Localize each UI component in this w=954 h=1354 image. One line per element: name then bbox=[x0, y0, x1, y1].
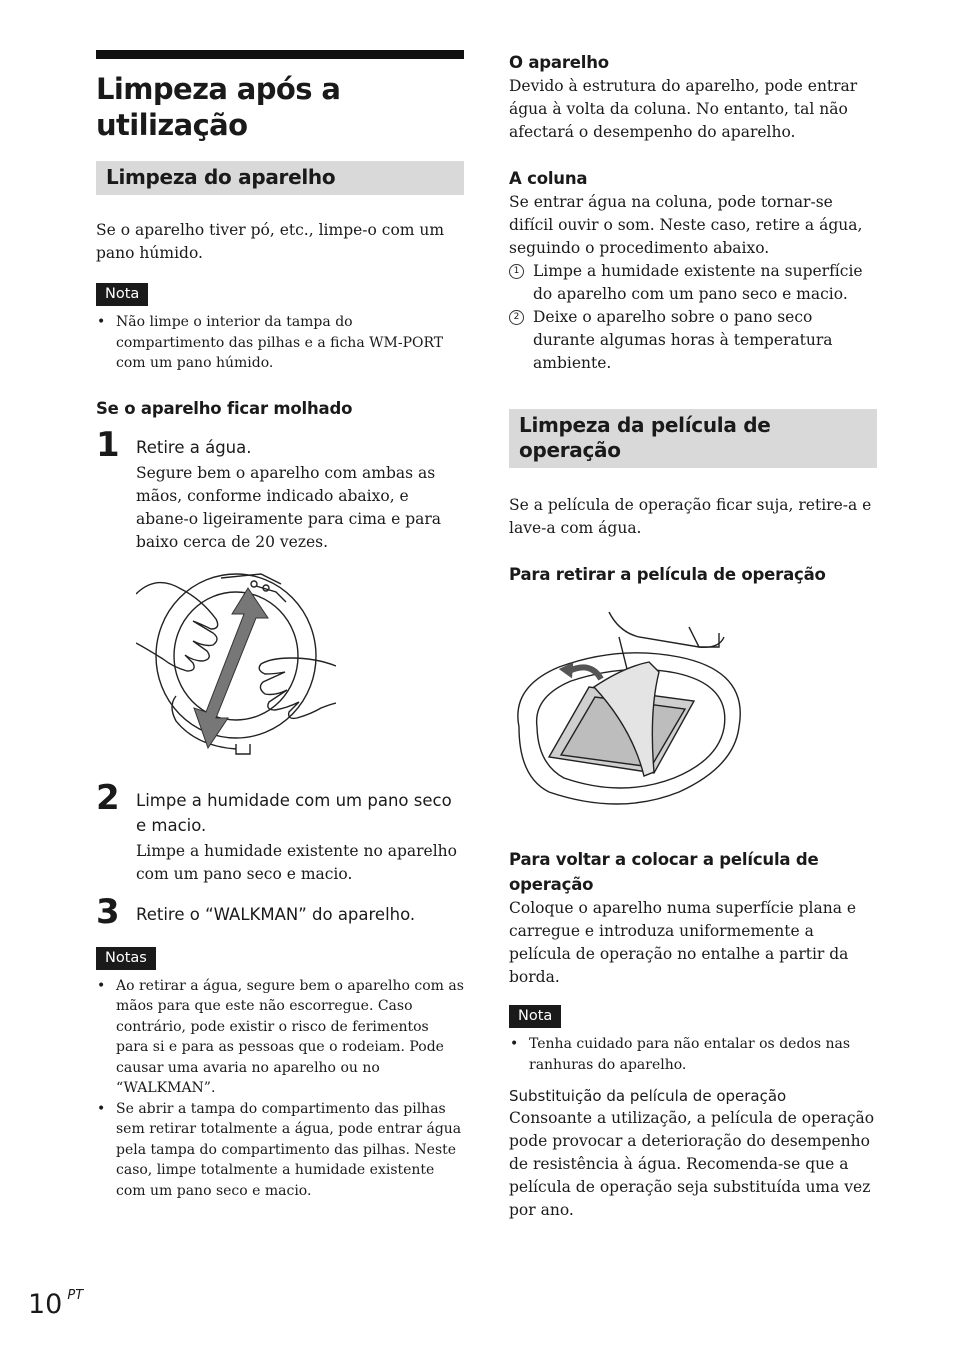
shake-illustration bbox=[136, 566, 464, 756]
device-text: Devido à estrutura do aparelho, pode entrar água à volta da coluna. No entanto, tal não afectará o desempenho do aparelho. bbox=[509, 77, 858, 141]
speaker-heading: A coluna bbox=[509, 169, 588, 188]
note-item: • Se abrir a tampa do compartimento das pilhas sem retirar totalmente a água, pode entrar água pela tampa do compartimento das pilhas. Neste caso, limpe totalmente a humidade existente com um pano seco e macio. bbox=[96, 1099, 464, 1202]
speaker-step: 2 Deixe o aparelho sobre o pano seco durante algumas horas à temperatura ambiente. bbox=[509, 306, 877, 375]
step-number: 1 bbox=[96, 424, 120, 465]
device-heading: O aparelho bbox=[509, 53, 609, 72]
step-1 bbox=[96, 424, 464, 554]
notes-list bbox=[96, 976, 464, 1202]
note-item: • Tenha cuidado para não entalar os dedos nas ranhuras do aparelho. bbox=[509, 1034, 877, 1075]
step-title: Retire o “WALKMAN” do aparelho. bbox=[136, 904, 416, 924]
section-heading-cleaning-device: Limpeza do aparelho bbox=[96, 161, 464, 195]
circled-number: 1 bbox=[509, 264, 524, 279]
left-column bbox=[96, 50, 464, 1201]
replacement-heading: Substituição da película de operação bbox=[509, 1087, 787, 1105]
step-number: 2 bbox=[96, 777, 120, 818]
cleaning-intro: Se o aparelho tiver pó, etc., limpe-o com um pano húmido. bbox=[96, 221, 445, 262]
reattach-film-text: Coloque o aparelho numa superfície plana e carregue e introduza uniformemente a película de operação no entalhe a partir da borda. bbox=[509, 899, 857, 986]
page-title: Limpeza após a utilização bbox=[96, 72, 341, 142]
speaker-text: Se entrar água na coluna, pode tornar-se difícil ouvir o som. Neste caso, retire a água, seguindo o procedimento abaixo. bbox=[509, 193, 863, 257]
page-number: 10 $^{PT}$ bbox=[28, 1288, 84, 1320]
film-removal-illustration bbox=[509, 607, 877, 817]
section-heading-film: Limpeza da película de operação bbox=[509, 409, 877, 468]
notes-label: Notas bbox=[96, 947, 156, 970]
step-number: 3 bbox=[96, 891, 120, 932]
step-3 bbox=[96, 891, 464, 932]
right-column bbox=[509, 50, 877, 1222]
language-code: PT bbox=[67, 1288, 84, 1303]
note-list bbox=[509, 1034, 877, 1075]
speaker-steps bbox=[509, 260, 877, 375]
speaker-step: 1 Limpe a humidade existente na superfície do aparelho com um pano seco e macio. bbox=[509, 260, 877, 306]
notes-block bbox=[96, 947, 464, 1202]
note-block bbox=[96, 283, 464, 374]
title-rule bbox=[96, 50, 464, 59]
step-description: Segure bem o aparelho com ambas as mãos, conforme indicado abaixo, e abane-o ligeiramente para cima e para baixo cerca de 20 vezes. bbox=[136, 463, 442, 551]
note-list bbox=[96, 312, 464, 374]
remove-film-heading: Para retirar a película de operação bbox=[509, 565, 826, 584]
note-item: • Não limpe o interior da tampa do compartimento das pilhas e a ficha WM-PORT com um pano húmido. bbox=[96, 312, 464, 374]
wet-heading: Se o aparelho ficar molhado bbox=[96, 398, 353, 418]
step-description: Limpe a humidade existente no aparelho com um pano seco e macio. bbox=[136, 841, 457, 883]
circled-number: 2 bbox=[509, 310, 524, 325]
film-intro: Se a película de operação ficar suja, retire-a e lave-a com água. bbox=[509, 496, 872, 537]
step-title: Retire a água. bbox=[136, 437, 252, 457]
note-label: Nota bbox=[96, 283, 148, 306]
reattach-film-heading: Para voltar a colocar a película de operação bbox=[509, 850, 819, 894]
step-2 bbox=[96, 777, 464, 886]
replacement-text: Consoante a utilização, a película de operação pode provocar a deterioração do desempenho de resistência à água. Recomenda-se que a película de operação seja substituída uma vez por ano. bbox=[509, 1109, 875, 1219]
step-title: Limpe a humidade com um pano seco e macio. bbox=[136, 790, 452, 835]
note-block-right bbox=[509, 1005, 877, 1075]
note-item: • Ao retirar a água, segure bem o aparelho com as mãos para que este não escorregue. Caso contrário, pode existir o risco de ferimentos para si e para as pessoas que o rodeiam. Pode causar uma avaria no aparelho ou no “WALKMAN”. bbox=[96, 976, 464, 1099]
note-label: Nota bbox=[509, 1005, 561, 1028]
